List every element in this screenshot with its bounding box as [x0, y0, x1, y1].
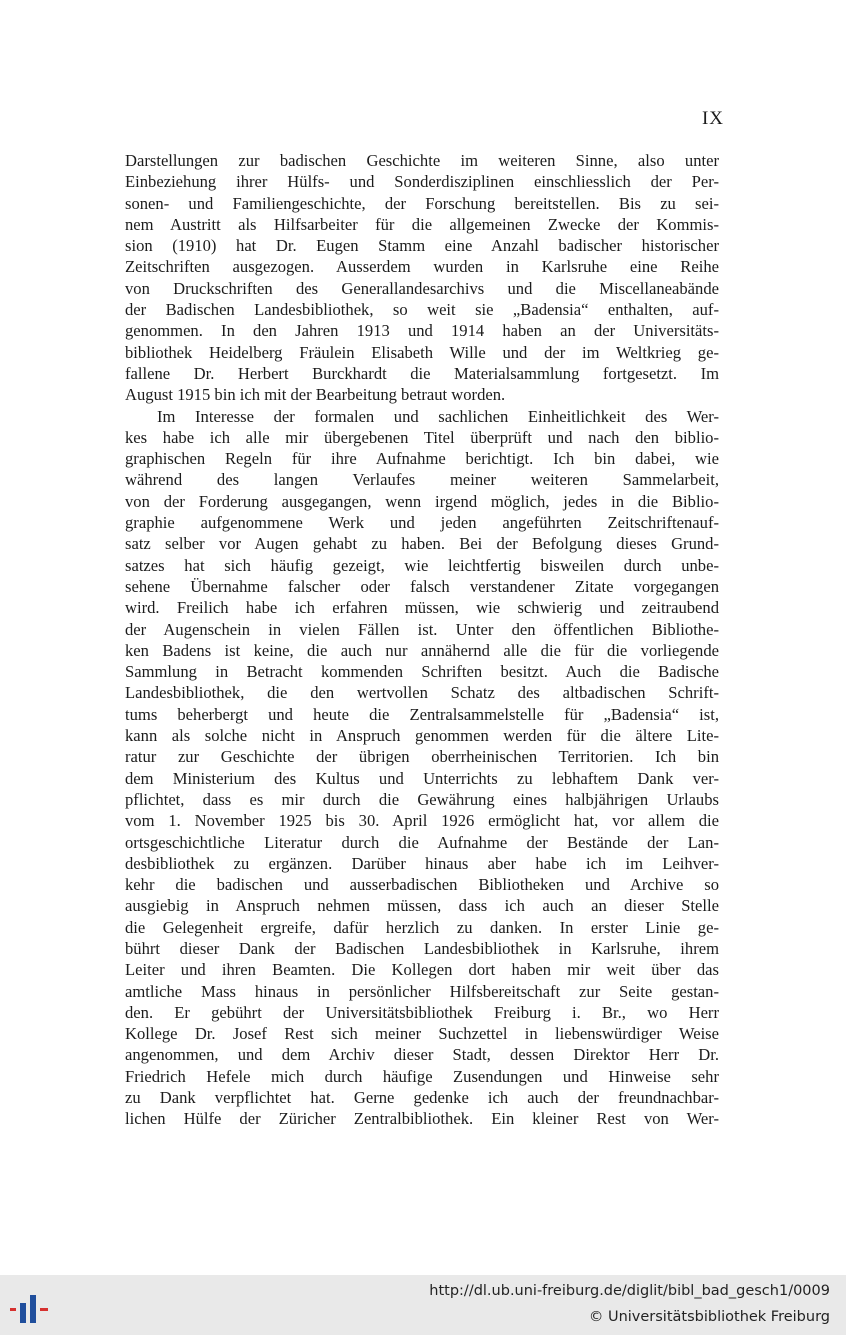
copyright-notice: © Universitätsbibliothek Freiburg: [588, 1309, 830, 1325]
text-line: sion (1910) hat Dr. Eugen Stamm eine Anzahl badischer historischer: [125, 236, 719, 256]
text-line: pflichtet, dass es mir durch die Gewährung eines halbjährigen Urlaubs: [125, 789, 719, 809]
text-line: wird. Freilich habe ich erfahren müssen, wie schwierig und zeitraubend: [125, 598, 719, 618]
text-line: tums beherbergt und heute die Zentralsammelstelle für „Badensia“ ist,: [125, 704, 719, 724]
text-line: satz selber vor Augen gehabt zu haben. Bei der Befolgung dieses Grund-: [125, 534, 719, 554]
text-line: ratur zur Geschichte der übrigen oberrheinischen Territorien. Ich bin: [125, 747, 719, 767]
text-line: sonen- und Familiengeschichte, der Forschung bereitstellen. Bis zu sei-: [125, 193, 719, 213]
text-line: desbibliothek zu ergänzen. Darüber hinaus aber habe ich im Leihver-: [125, 853, 719, 873]
text-line: ken Badens ist keine, die auch nur annähernd alle die für die vorliegende: [125, 640, 719, 660]
text-line: Sammlung in Betracht kommenden Schriften besitzt. Auch die Badische: [125, 662, 719, 682]
text-line: graphischen Regeln für ihre Aufnahme berichtigt. Ich bin dabei, wie: [125, 449, 719, 469]
text-line: fallene Dr. Herbert Burckhardt die Materialsammlung fortgesetzt. Im: [125, 363, 719, 383]
text-line: Friedrich Hefele mich durch häufige Zusendungen und Hinweise sehr: [125, 1066, 719, 1086]
ub-freiburg-logo-icon: [6, 1281, 54, 1329]
text-line: Zeitschriften ausgezogen. Ausserdem wurden in Karlsruhe eine Reihe: [125, 257, 719, 277]
text-line: bührt dieser Dank der Badischen Landesbibliothek in Karlsruhe, ihrem: [125, 938, 719, 958]
text-line: vom 1. November 1925 bis 30. April 1926 ermöglicht hat, vor allem die: [125, 811, 719, 831]
text-line: ausgiebig in Anspruch nehmen müssen, dass ich auch an dieser Stelle: [125, 896, 719, 916]
text-line: genommen. In den Jahren 1913 und 1914 haben an der Universitäts-: [125, 321, 719, 341]
text-line: Im Interesse der formalen und sachlichen Einheitlichkeit des Wer-: [157, 406, 719, 426]
text-line: nem Austritt als Hilfsarbeiter für die allgemeinen Zwecke der Kommis-: [125, 214, 719, 234]
text-line: Einbeziehung ihrer Hülfs- und Sonderdisziplinen einschliesslich der Per-: [125, 172, 719, 192]
text-line: der Augenschein in vielen Fällen ist. Unter den öffentlichen Bibliothe-: [125, 619, 719, 639]
text-line: August 1915 bin ich mit der Bearbeitung betraut worden.: [125, 385, 506, 405]
footer-bar: [0, 1275, 846, 1335]
text-line: amtliche Mass hinaus in persönlicher Hilfsbereitschaft zur Seite gestan-: [125, 981, 719, 1001]
text-line: Landesbibliothek, die den wertvollen Schatz des altbadischen Schrift-: [125, 683, 719, 703]
text-line: die Gelegenheit ergreife, dafür herzlich zu danken. In erster Linie ge-: [125, 917, 719, 937]
text-line: den. Er gebührt der Universitätsbibliothek Freiburg i. Br., wo Herr: [125, 1002, 719, 1022]
text-line: angenommen, und dem Archiv dieser Stadt, dessen Direktor Herr Dr.: [125, 1045, 719, 1065]
text-line: satzes hat sich häufig gezeigt, wie leichtfertig bisweilen durch unbe-: [125, 555, 719, 575]
text-line: Leiter und ihren Beamten. Die Kollegen dort haben mir weit über das: [125, 960, 719, 980]
text-line: Kollege Dr. Josef Rest sich meiner Suchzettel in liebenswürdiger Weise: [125, 1024, 719, 1044]
text-line: lichen Hülfe der Züricher Zentralbibliothek. Ein kleiner Rest von Wer-: [125, 1109, 719, 1129]
text-line: während des langen Verlaufes meiner weiteren Sammelarbeit,: [125, 470, 719, 490]
text-line: zu Dank verpflichtet hat. Gerne gedenke ich auch der freundnachbar-: [125, 1088, 719, 1108]
text-line: bibliothek Heidelberg Fräulein Elisabeth Wille und der im Weltkrieg ge-: [125, 342, 719, 362]
text-line: graphie aufgenommene Werk und jeden angeführten Zeitschriftenauf-: [125, 513, 719, 533]
text-line: von der Forderung ausgegangen, wenn irgend möglich, jedes in die Biblio-: [125, 491, 719, 511]
text-line: der Badischen Landesbibliothek, so weit sie „Badensia“ enthalten, auf-: [125, 300, 719, 320]
source-url[interactable]: http://dl.ub.uni-freiburg.de/diglit/bibl_bad_gesch1/0009: [429, 1283, 830, 1299]
text-line: kehr die badischen und ausserbadischen Bibliotheken und Archive so: [125, 875, 719, 895]
text-line: sehene Übernahme falscher oder falsch verstandener Zitate vorgegangen: [125, 576, 719, 596]
page-number: IX: [701, 108, 724, 129]
text-line: von Druckschriften des Generallandesarchivs und die Miscellaneabände: [125, 278, 719, 298]
text-line: Darstellungen zur badischen Geschichte im weiteren Sinne, also unter: [125, 151, 719, 170]
body-text: [125, 150, 719, 1130]
text-line: dem Ministerium des Kultus und Unterrichts zu lebhaftem Dank ver-: [125, 768, 719, 788]
text-line: kes habe ich alle mir übergebenen Titel überprüft und nach den biblio-: [125, 427, 719, 447]
text-line: kann als solche nicht in Anspruch genommen werden für die ältere Lite-: [125, 726, 719, 746]
text-line: ortsgeschichtliche Literatur durch die Aufnahme der Bestände der Lan-: [125, 832, 719, 852]
